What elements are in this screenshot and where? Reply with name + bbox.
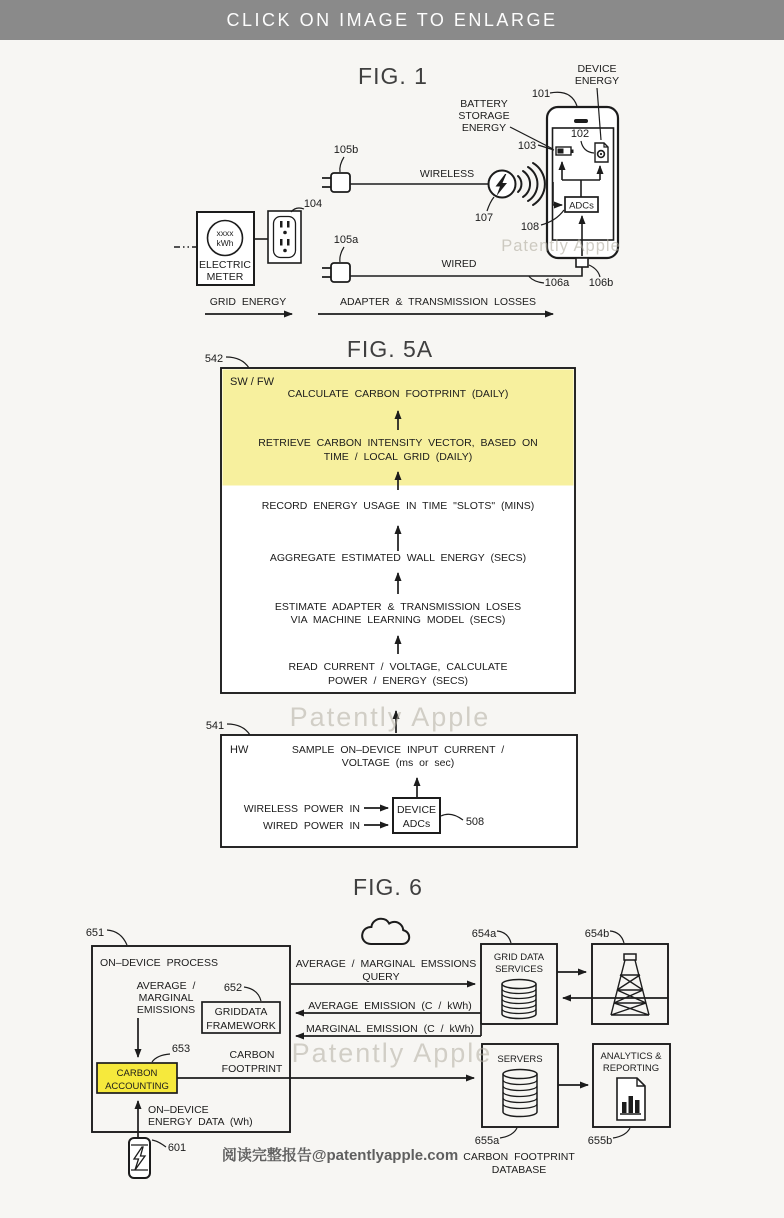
leader-654a: [497, 931, 511, 943]
patent-figure-image[interactable]: [0, 40, 784, 1218]
ref-102: 102: [570, 128, 590, 140]
plug-icon-105b: [322, 173, 350, 192]
avg-marginal-label-1: AVERAGE /: [136, 980, 196, 992]
on-device-process-label: ON–DEVICE PROCESS: [100, 957, 218, 969]
grid-data-services-label-1: GRID DATA: [493, 952, 545, 963]
report-document-icon: [617, 1078, 645, 1120]
carbon-accounting-label-2: ACCOUNTING: [105, 1081, 169, 1092]
ref-508: 508: [465, 816, 485, 828]
leader-105a: [340, 247, 344, 262]
wall-outlet-icon: [268, 211, 301, 263]
grid-energy-label: GRID ENERGY: [209, 296, 287, 308]
ref-651: 651: [85, 927, 105, 939]
leader-106b: [589, 265, 600, 277]
step-calculate-footprint: CALCULATE CARBON FOOTPRINT (DAILY): [287, 388, 509, 400]
carbon-footprint-label-2: FOOTPRINT: [221, 1063, 283, 1075]
avg-marginal-label-2: MARGINAL: [138, 992, 194, 1004]
ref-107: 107: [474, 212, 494, 224]
oil-derrick-icon: [611, 954, 649, 1015]
step-read-current-2: POWER / ENERGY (SECS): [327, 675, 469, 687]
electric-meter-label-1: ELECTRIC: [199, 259, 251, 271]
hw-box: [221, 735, 577, 847]
meter-value: xxxx: [216, 228, 234, 238]
marginal-emission-label: MARGINAL EMISSION (C / kWh): [306, 1023, 474, 1035]
device-adcs-box: [393, 798, 440, 833]
sample-label-1: SAMPLE ON–DEVICE INPUT CURRENT /: [291, 744, 505, 756]
query-label-1: AVERAGE / MARGINAL EMSSIONS: [295, 958, 477, 970]
leader-101: [550, 92, 577, 106]
ref-655b: 655b: [587, 1135, 613, 1147]
carbon-accounting-label-1: CARBON: [116, 1068, 158, 1079]
carbon-accounting-box: [97, 1063, 177, 1093]
ref-106a: 106a: [544, 277, 570, 289]
device-energy-icon: [595, 143, 608, 162]
enlarge-banner-label: CLICK ON IMAGE TO ENLARGE: [226, 9, 558, 30]
leader-651: [107, 930, 127, 945]
carbon-footprint-label-1: CARBON: [229, 1049, 275, 1061]
step-retrieve-vector-2: TIME / LOCAL GRID (DAILY): [323, 451, 473, 463]
griddata-label-2: FRAMEWORK: [206, 1020, 276, 1032]
wired-power-in-label: WIRED POWER IN: [263, 820, 360, 832]
fig6: [86, 874, 670, 1178]
carbon-footprint-db-label-1: CARBON FOOTPRINT: [463, 1151, 575, 1163]
griddata-label-1: GRIDDATA: [214, 1006, 268, 1018]
adcs-label: ADCs: [569, 200, 594, 212]
fig5a-title: FIG. 5A: [346, 336, 434, 362]
leader-105b: [340, 157, 344, 172]
wireless-label: WIRELESS: [419, 168, 475, 180]
fig6-watermark: Patently Apple: [291, 1038, 493, 1068]
leader-655a: [500, 1128, 517, 1138]
device-adcs-label-2: ADCs: [402, 818, 431, 830]
fig6-title: FIG. 6: [353, 874, 423, 900]
wireless-transmitter-icon: [489, 171, 516, 198]
ref-654b: 654b: [584, 928, 610, 940]
leader-541: [227, 724, 250, 735]
leader-542: [226, 357, 249, 368]
sw-fw-flow-box: [221, 368, 575, 693]
ref-653: 653: [171, 1043, 191, 1055]
leader-601: [152, 1140, 166, 1147]
analytics-label-2: REPORTING: [602, 1063, 660, 1074]
charging-device-icon: [129, 1138, 150, 1178]
ref-541: 541: [205, 720, 225, 732]
power-plant-box: [592, 944, 668, 1024]
device-energy-label-1: DEVICE: [577, 63, 617, 75]
carbon-footprint-db-label-2: DATABASE: [491, 1164, 547, 1176]
device-energy-label-2: ENERGY: [574, 75, 620, 87]
ref-101: 101: [531, 88, 551, 100]
step-read-current-1: READ CURRENT / VOLTAGE, CALCULATE: [288, 661, 508, 673]
device-adcs-label-1: DEVICE: [396, 804, 437, 816]
leader-107: [487, 197, 494, 211]
leader-652: [244, 987, 261, 1001]
ref-652: 652: [223, 982, 243, 994]
leader-655b: [613, 1128, 630, 1138]
battery-storage-label-3: ENERGY: [461, 122, 507, 134]
ref-601: 601: [167, 1142, 187, 1154]
step-estimate-losses-1: ESTIMATE ADAPTER & TRANSMISSION LOSES: [274, 601, 522, 613]
analytics-label-1: ANALYTICS &: [600, 1051, 662, 1062]
fig1: [174, 63, 621, 314]
avg-emission-label: AVERAGE EMISSION (C / kWh): [308, 1000, 472, 1012]
fig5a-watermark: Patently Apple: [289, 702, 491, 732]
cloud-icon: [362, 919, 409, 944]
wireless-waves-icon: [518, 163, 545, 205]
leader-654b: [610, 931, 624, 943]
fig1-title: FIG. 1: [358, 63, 428, 89]
fig5a: [205, 336, 577, 847]
ref-108: 108: [520, 221, 540, 233]
leader-106a: [529, 277, 544, 284]
enlarge-banner: [0, 0, 784, 40]
ref-105a: 105a: [333, 234, 359, 246]
step-record-usage: RECORD ENERGY USAGE IN TIME "SLOTS" (MINS): [261, 500, 535, 512]
ref-654a: 654a: [471, 928, 497, 940]
on-device-process-box: [92, 946, 290, 1132]
ref-542: 542: [204, 353, 224, 365]
phone-connector: [576, 258, 588, 267]
ref-103: 103: [517, 140, 537, 152]
electric-meter-label-2: METER: [206, 271, 244, 283]
servers-label: SERVERS: [497, 1054, 543, 1065]
on-device-energy-label-2: ENERGY DATA (Wh): [148, 1116, 253, 1128]
ref-105b: 105b: [333, 144, 359, 156]
step-estimate-losses-2: VIA MACHINE LEARNING MODEL (SECS): [290, 614, 506, 626]
avg-marginal-label-3: EMISSIONS: [136, 1004, 196, 1016]
fig1-watermark: Patently Apple: [501, 237, 621, 255]
query-label-2: QUERY: [362, 971, 400, 983]
sw-fw-label: SW / FW: [230, 376, 274, 388]
electric-meter-icon: [197, 212, 254, 285]
battery-storage-label-2: STORAGE: [458, 110, 510, 122]
adapter-losses-label: ADAPTER & TRANSMISSION LOSSES: [339, 296, 537, 308]
grid-data-services-box: [481, 944, 557, 1024]
meter-unit: kWh: [216, 238, 234, 248]
hw-label: HW: [230, 744, 249, 756]
wireless-power-in-label: WIRELESS POWER IN: [243, 803, 360, 815]
grid-data-services-label-2: SERVICES: [495, 964, 543, 975]
database-cylinder-icon: [502, 980, 536, 1019]
griddata-framework-box: [202, 1002, 280, 1033]
ref-106b: 106b: [588, 277, 614, 289]
database-cylinder-icon: [503, 1070, 537, 1117]
ref-104: 104: [303, 198, 323, 210]
step-retrieve-vector-1: RETRIEVE CARBON INTENSITY VECTOR, BASED ON: [258, 437, 538, 449]
step-aggregate-energy: AGGREGATE ESTIMATED WALL ENERGY (SECS): [269, 552, 527, 564]
analytics-reporting-box: [593, 1044, 670, 1127]
servers-box: [482, 1044, 558, 1127]
plug-icon-105a: [322, 263, 350, 282]
wired-label: WIRED: [441, 258, 477, 270]
adcs-box: [565, 197, 598, 212]
sample-label-2: VOLTAGE (ms or sec): [341, 757, 455, 769]
footer-report-link[interactable]: 阅读完整报告@patentlyapple.com: [221, 1147, 459, 1164]
leader-653: [152, 1054, 170, 1062]
ref-655a: 655a: [474, 1135, 500, 1147]
on-device-energy-label-1: ON–DEVICE: [148, 1104, 209, 1116]
battery-storage-label-1: BATTERY: [460, 98, 508, 110]
